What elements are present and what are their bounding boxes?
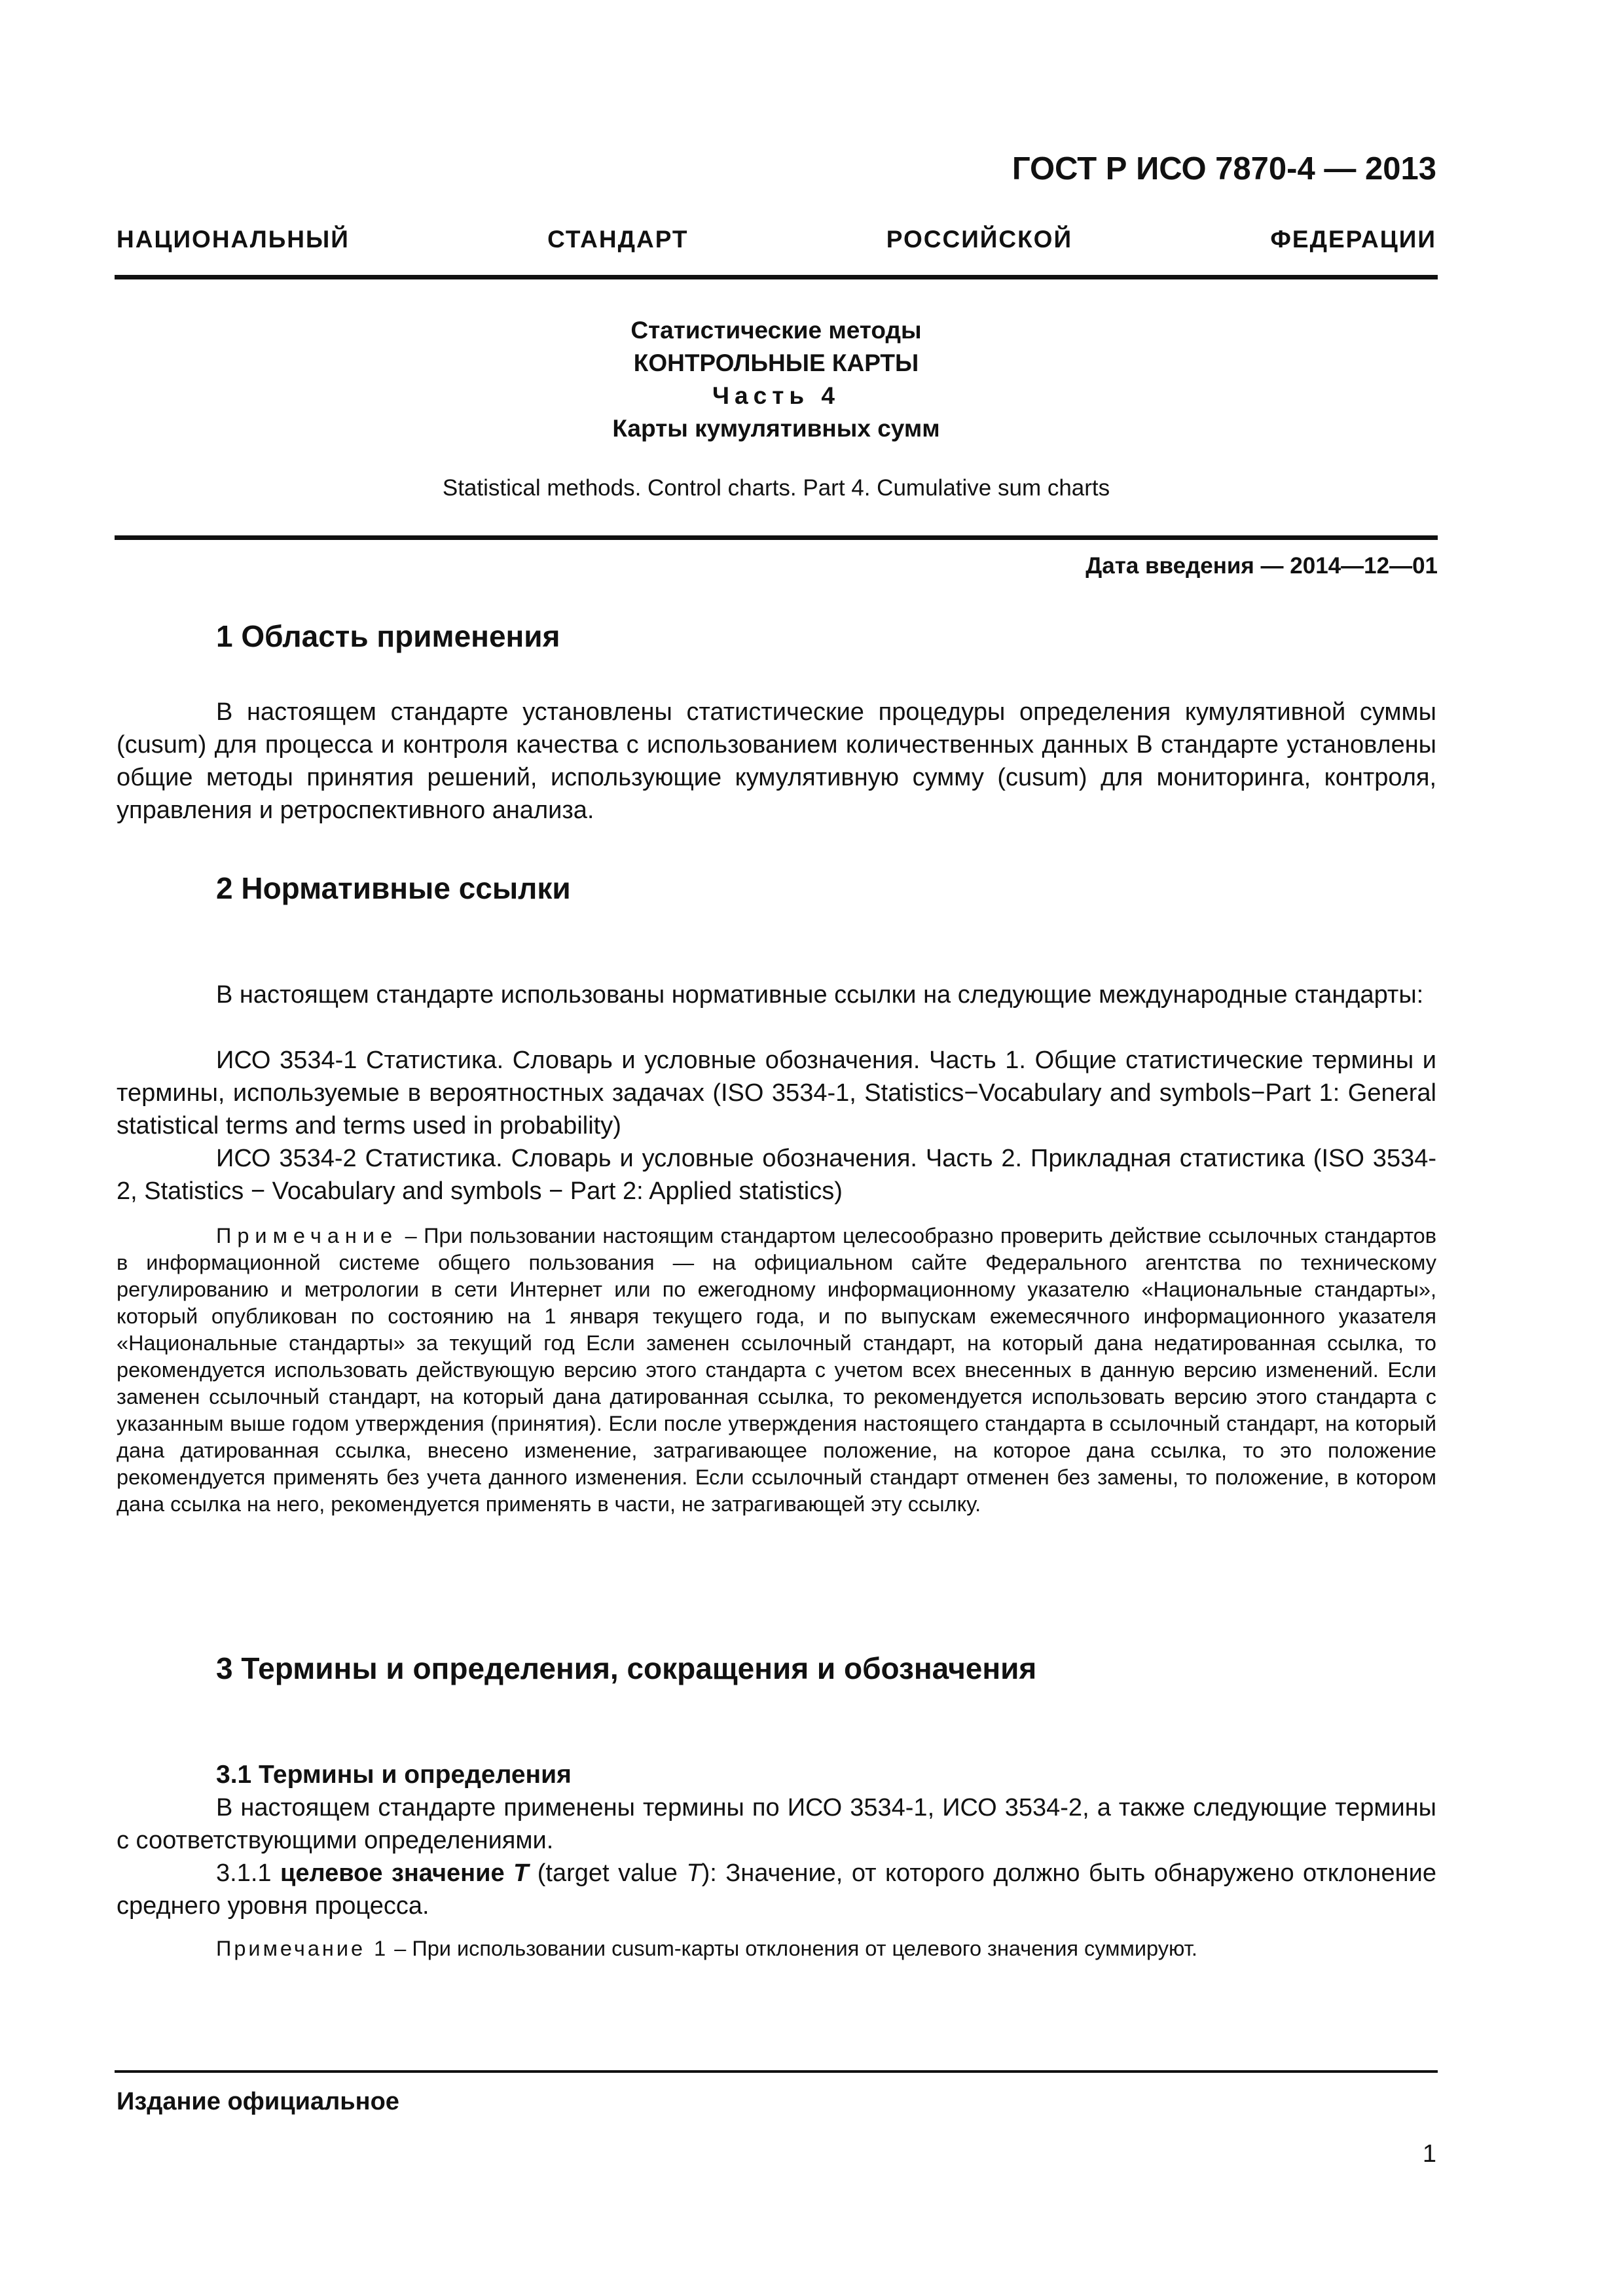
section-2-text-1: В настоящем стандарте использованы нормативные ссылки на следующие международные стандарты: xyxy=(216,981,1424,1009)
section-3-heading: 3 Термины и определения, сокращения и обозначения xyxy=(216,1651,1037,1685)
document-id: ГОСТ Р ИСО 7870-4 — 2013 xyxy=(1012,151,1436,187)
title-line-3: Часть 4 xyxy=(712,382,840,409)
introduction-date: Дата введения — 2014—12—01 xyxy=(1085,553,1438,579)
note-text: – При пользовании настоящим стандартом целесообразно проверить действие ссылочных стандартов в информационной системе общего пользования — на официальном сайте Федерального агентства по техническому регулированию и метрологии в сети Интернет или по ежегодному информационному указателю «Национальные стандарты», который опубликован по состоянию на 1 января текущего года, и по выпускам ежемесячного информационного указателя «Национальные стандарты» за текущий год Если заменен ссылочный стандарт, на который дана недатированная ссылка, то рекомендуется использовать действующую версию этого стандарта с учетом всех внесенных в данную версию изменений. Если заменен ссылочный стандарт, на который дана датированная ссылка, то рекомендуется использовать версию этого стандарта с указанным выше годом утверждения (принятия). Если после утверждения настоящего стандарта в ссылочный стандарт, на который дана датированная ссылка, внесено изменение, затрагивающее положение, на которое дана ссылка, то это положение рекомендуется применять без учета данного изменения. Если ссылочный стандарт отменен без замены, то положение, в котором дана ссылка на него, рекомендуется применять в части, не затрагивающей эту ссылку. xyxy=(117,1224,1436,1516)
term-english-open: (target value xyxy=(528,1859,687,1887)
title-line-2: КОНТРОЛЬНЫЕ КАРТЫ xyxy=(633,350,919,376)
note-1-text: – При использовании cusum-карты отклонения от целевого значения суммируют. xyxy=(388,1937,1197,1960)
header-rule xyxy=(115,275,1438,279)
english-title: Statistical methods. Control charts. Part 4. Cumulative sum charts xyxy=(442,475,1110,501)
note-1-label: Примечание 1 xyxy=(216,1937,389,1960)
term-3-1-1 xyxy=(117,1857,1436,1922)
section-1-paragraph xyxy=(117,696,1436,827)
section-1-heading: 1 Область применения xyxy=(216,619,560,653)
subsection-3-1-heading: 3.1 Термины и определения xyxy=(216,1761,572,1789)
term-number: 3.1.1 xyxy=(216,1859,280,1887)
term-english-symbol: T xyxy=(686,1859,702,1887)
title-line-1: Статистические методы xyxy=(630,317,922,344)
section-3-text-1: В настоящем стандарте применены термины по ИСО 3534-1, ИСО 3534-2, а также следующие термины с соответствующими определениями. xyxy=(117,1794,1436,1854)
page-number: 1 xyxy=(1422,2140,1436,2168)
national-standard-banner: НАЦИОНАЛЬНЫЙ СТАНДАРТ РОССИЙСКОЙ ФЕДЕРАЦИИ xyxy=(117,226,1436,253)
note-label: Примечание xyxy=(216,1224,399,1247)
section-2-paragraph-1 xyxy=(117,978,1436,1011)
title-line-4: Карты кумулятивных сумм xyxy=(612,415,940,442)
section-2-reference-2 xyxy=(117,1142,1436,1208)
official-edition-label: Издание официальное xyxy=(117,2088,399,2115)
section-1-text: В настоящем стандарте установлены статистические процедуры определения кумулятивной суммы (cusum) для процесса и контроля качества с использованием количественных данных В стандарте установлены общие методы принятия решений, использующие кумулятивную сумму (cusum) для мониторинга, контроля, управления и ретроспективного анализа. xyxy=(117,698,1436,824)
reference-iso-3534-1: ИСО 3534-1 Статистика. Словарь и условные обозначения. Часть 1. Общие статистические термины и термины, используемые в вероятностных задачах (ISO 3534-1, Statistics−Vocabulary and symbols−Part 1: General statistical terms and terms used in probability) xyxy=(117,1047,1436,1139)
term-definition: ): Значение, от которого должно быть обнаружено отклонение среднего уровня процесса. xyxy=(117,1859,1437,1920)
term-note-1 xyxy=(117,1935,1436,1962)
section-3-paragraph-1 xyxy=(117,1791,1436,1857)
section-2-heading: 2 Нормативные ссылки xyxy=(216,871,571,905)
term-name: целевое значение xyxy=(280,1859,514,1887)
title-rule xyxy=(115,535,1438,540)
reference-iso-3534-2: ИСО 3534-2 Статистика. Словарь и условные обозначения. Часть 2. Прикладная статистика (ISO 3534-2, Statistics − Vocabulary and symbols − Part 2: Applied statistics) xyxy=(117,1145,1436,1205)
section-2-reference-1 xyxy=(117,1044,1436,1142)
footer-rule xyxy=(115,2070,1438,2073)
term-symbol: T xyxy=(513,1859,529,1887)
section-2-note xyxy=(117,1223,1436,1518)
